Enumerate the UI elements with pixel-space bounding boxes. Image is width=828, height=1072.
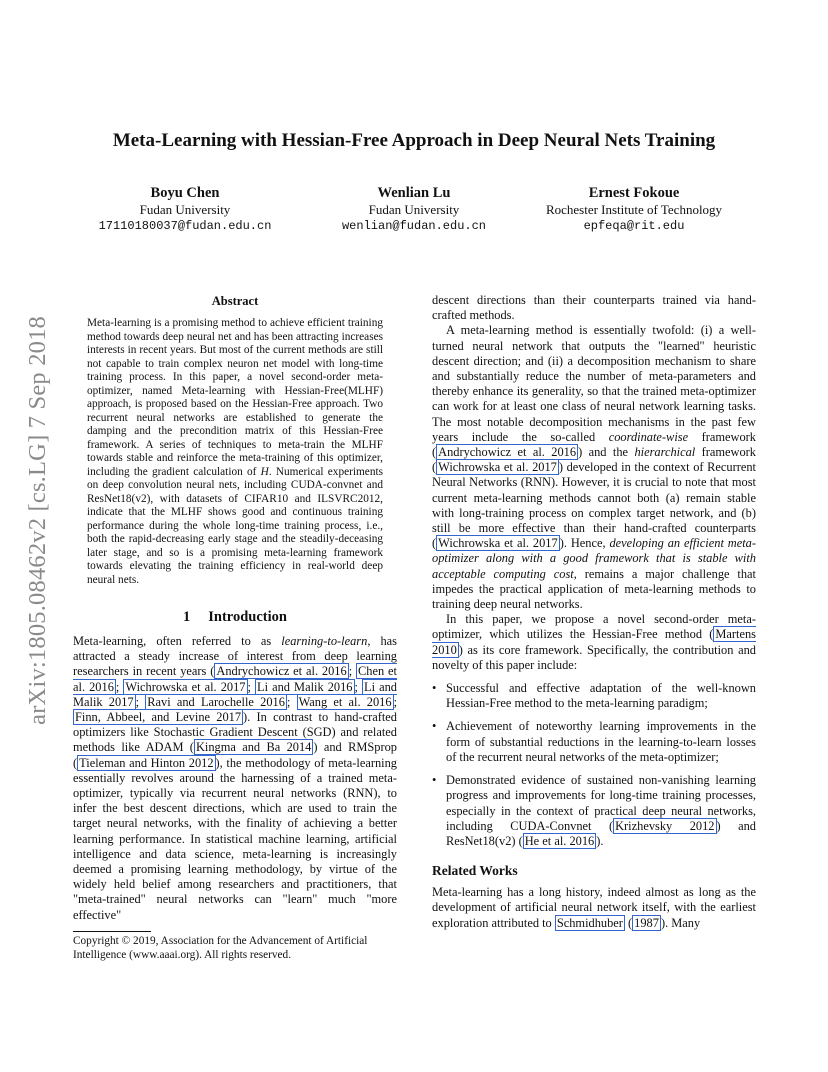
section-number: 1: [183, 609, 191, 625]
text: , remains a major challenge that impedes the practical application of meta-learning methods to training deep neural networks.: [432, 566, 756, 612]
paragraph: [432, 323, 756, 612]
emphasis: coordinate-wise: [608, 429, 689, 444]
abstract-text: [73, 317, 397, 587]
list-item-text: Demonstrated evidence of sustained non-vanishing learning progress and improvements for long-time training processes, especially in the context of practical deep neural networks, including CUDA-Convnet (: [446, 773, 756, 833]
citation-link[interactable]: He et al. 2016: [524, 833, 595, 848]
citation-link[interactable]: Wichrowska et al. 2017: [125, 679, 246, 694]
citation-link[interactable]: Andrychowicz et al. 2016: [216, 664, 347, 679]
footnote-divider: [73, 931, 151, 932]
citation-link[interactable]: Wichrowska et al. 2017: [438, 536, 558, 551]
text: , has attracted a steady increase of interest from deep learning researchers in recent years (: [73, 634, 397, 679]
author-affiliation: Fudan University: [368, 202, 460, 217]
citation-link[interactable]: Tieleman and Hinton 2012: [79, 755, 214, 770]
bullet-icon: •: [432, 681, 437, 696]
abstract-text-part: . Numerical experiments on deep convolution neural nets, including CUDA-convnet and ResNet18(v2), with datasets of CIFAR10 and ILSVRC2012, indicate that the MLHF shows good and continuous training performance during the whole long-time training process, i.e., both the rapid-decreasing early stage and the steadily-deceasing later stage, and so is a promising meta-learning framework towards elevating the training efficiency in real-world deep neural nets.: [87, 465, 383, 586]
author-block: [294, 184, 534, 234]
text: framework (: [432, 429, 757, 460]
paragraph: [432, 612, 756, 673]
citation-link[interactable]: Krizhevsky 2012: [615, 818, 715, 833]
left-column: [73, 293, 397, 962]
body-paragraphs: [432, 293, 756, 673]
text: A meta-learning method is essentially twofold: (i) a well-turned neural network that outputs the "learned" heuristic descent direction; and (ii) a decomposition mechanism to share and substantially reduce the number of meta-parameters and thereby enhance its generality, so that the trained meta-optimizer can work for at least one class of neural network learning tasks. The most notable decomposition mechanisms in the past few years include the so-called: [432, 323, 756, 444]
list-item-text: Achievement of noteworthy learning improvements in the form of substantial reductions in the learning-to-learn losses of the recurrent neural networks of the meta-optimizer;: [446, 719, 756, 764]
paragraph: descent directions than their counterparts trained via hand-crafted methods.: [432, 293, 756, 323]
citation-link[interactable]: 1987: [634, 915, 659, 930]
citation-link[interactable]: Andrychowicz et al. 2016: [438, 445, 577, 460]
author-email: epfeqa@rit.edu: [583, 219, 685, 233]
text: ) and the: [578, 445, 635, 460]
bullet-icon: •: [432, 719, 437, 734]
list-item: [432, 719, 756, 765]
paper-title: Meta-Learning with Hessian-Free Approach in Deep Neural Nets Training: [112, 130, 716, 151]
text: framework (: [432, 445, 756, 475]
citation-link[interactable]: Wichrowska et al. 2017: [438, 460, 557, 475]
author-name: Boyu Chen: [150, 185, 220, 201]
citation-link[interactable]: Schmidhuber: [556, 915, 623, 930]
abstract-heading: Abstract: [211, 294, 259, 308]
emphasis: developing an efficient meta-optimizer along with a good framework that is stable with acceptable computing cost: [432, 536, 756, 581]
author-block: [514, 184, 754, 234]
abstract-text-part: Meta-learning is a promising method to achieve efficient training method towards deep neural net and has been attracting increases interests in recent years. But most of the current methods are still not capable to train complex neuron net model with long-time training process. In this paper, a novel second-order meta-optimizer, named Meta-learning with Hessian-Free(MLHF) approach, is proposed based on the Hessian-Free approach. Two recurrent neural networks are established to generate the damping and the precondition matrix of this Hessian-Free framework. A series of techniques to meta-train the MLHF towards stable and reinforce the meta-training of this optimizer, including the gradient calculation of: [87, 317, 383, 478]
list-item: [432, 773, 756, 849]
section-title: Introduction: [208, 609, 287, 625]
text: ), the methodology of meta-learning essentially revolves around the harnessing of a trained meta-optimizer, typically via recurrent neural networks (RNN), to infer the best descent directions, which are used to train the target neural networks, with the finality of achieving a better learning performance. In statistical machine learning, artificial intelligence and data science, meta-learning is increasingly deemed a promising learning methodology, by virtue of the widely held belief among researchers and practitioners, that "meta-trained" neural networks can "learn" much "more effective": [73, 755, 398, 922]
citation-link[interactable]: Finn, Abbeel, and Levine 2017: [75, 710, 242, 725]
related-works-paragraph: Meta-learning has a long history, indeed almost as long as the development of artificial neural network itself, with the earliest exploration attributed to Schmidhuber ( 1987 ). Many: [432, 885, 756, 930]
citation-link[interactable]: Ravi and Larochelle 2016: [147, 694, 285, 709]
emphasis: learning-to-learn: [281, 634, 368, 648]
author-email: wenlian@fudan.edu.cn: [341, 219, 487, 233]
text: ). In contrast to hand-crafted optimizers like Stochastic Gradient Descent (SGD) and related methods like ADAM (: [73, 710, 397, 755]
text: ) as its core framework. Specifically, the contribution and novelty of this paper include:: [432, 642, 756, 672]
abstract-math-h: H: [260, 465, 269, 478]
text: ) and RMSprop (: [73, 740, 397, 770]
citation-link[interactable]: Li and Malik 2017: [73, 679, 397, 709]
citation-link[interactable]: Wang et al. 2016: [298, 694, 392, 709]
bullet-icon: •: [432, 773, 437, 788]
text: Meta-learning, often referred to as: [73, 634, 282, 648]
arxiv-stamp: [20, 295, 56, 745]
list-item-text: ) and ResNet18(v2) (: [446, 818, 756, 848]
citation-link[interactable]: Li and Malik 2016: [257, 679, 353, 694]
related-works-heading: Related Works: [432, 863, 518, 879]
citation-link[interactable]: Chen et al. 2016: [73, 664, 398, 694]
emphasis: hierarchical: [634, 445, 696, 460]
text: In this paper, we propose a novel second-order meta-optimizer, which utilizes the Hessian-Free method (: [432, 612, 756, 642]
section-heading-introduction: [73, 609, 397, 626]
copyright-footnote: Copyright © 2019, Association for the Advancement of Artificial Intelligence (www.aaai.org). All rights reserved.: [73, 934, 368, 961]
text: . Many: [665, 915, 701, 930]
text: ). Hence,: [559, 536, 610, 551]
list-item-text: Successful and effective adaptation of the well-known Hessian-Free method to the meta-learning paradigm;: [446, 681, 756, 711]
author-affiliation: Fudan University: [139, 202, 231, 217]
right-column: [432, 293, 756, 931]
author-name: Wenlian Lu: [377, 185, 451, 201]
citation-link[interactable]: Martens 2010: [432, 627, 756, 657]
author-affiliation: Rochester Institute of Technology: [545, 202, 723, 217]
author-name: Ernest Fokoue: [588, 185, 680, 201]
intro-paragraph: Meta-learning, often referred to as learning-to-learn, has attracted a steady increase of interest from deep learning researchers in recent years ( Andrychowicz et al. 2016 ; Chen et al. 2016 ; Wichrowska et al. 2017 ; Li and Malik 2016 ; Li and Malik 2017 ; Ravi and Larochelle 2016 ; Wang et al. 2016 ; Finn, Abbeel, and Levine 2017 ). In contrast to hand-crafted optimizers like Stochastic Gradient Descent (SGD) and related methods like ADAM ( Kingma and Ba 2014 ) and RMSprop ( Tieleman and Hinton 2012 ), the methodology of meta-learning essentially revolves around the harnessing of a trained meta-optimizer, typically via recurrent neural networks (RNN), to infer the best descent directions, which are used to train the target neural networks, with the finality of achieving a better learning performance. In statistical machine learning, artificial intelligence and data science, meta-learning is increasingly deemed a promising learning methodology, by virtue of the widely held belief among researchers and practitioners, that "meta-trained" neural networks can "learn" much "more effective": [73, 634, 398, 922]
citation-link[interactable]: Kingma and Ba 2014: [195, 740, 312, 755]
text: Meta-learning has a long history, indeed almost as long as the development of artificial neural network itself, with the earliest exploration attributed to: [432, 885, 756, 930]
author-email: 17110180037@fudan.edu.cn: [98, 219, 272, 233]
list-item-text: ).: [596, 833, 604, 848]
author-block: [65, 184, 305, 234]
list-item: [432, 681, 756, 711]
arxiv-stamp-text: arXiv:1805.08462v2 [cs.LG] 7 Sep 2018: [24, 315, 51, 725]
contribution-list: [432, 681, 756, 849]
text: ) developed in the context of Recurrent Neural Networks (RNN). However, it is crucial to note that most current meta-learning methods cannot both (a) remain stable with long-training process on complex target network, and (b) still be more effective than their hand-crafted counterparts (: [432, 460, 757, 551]
